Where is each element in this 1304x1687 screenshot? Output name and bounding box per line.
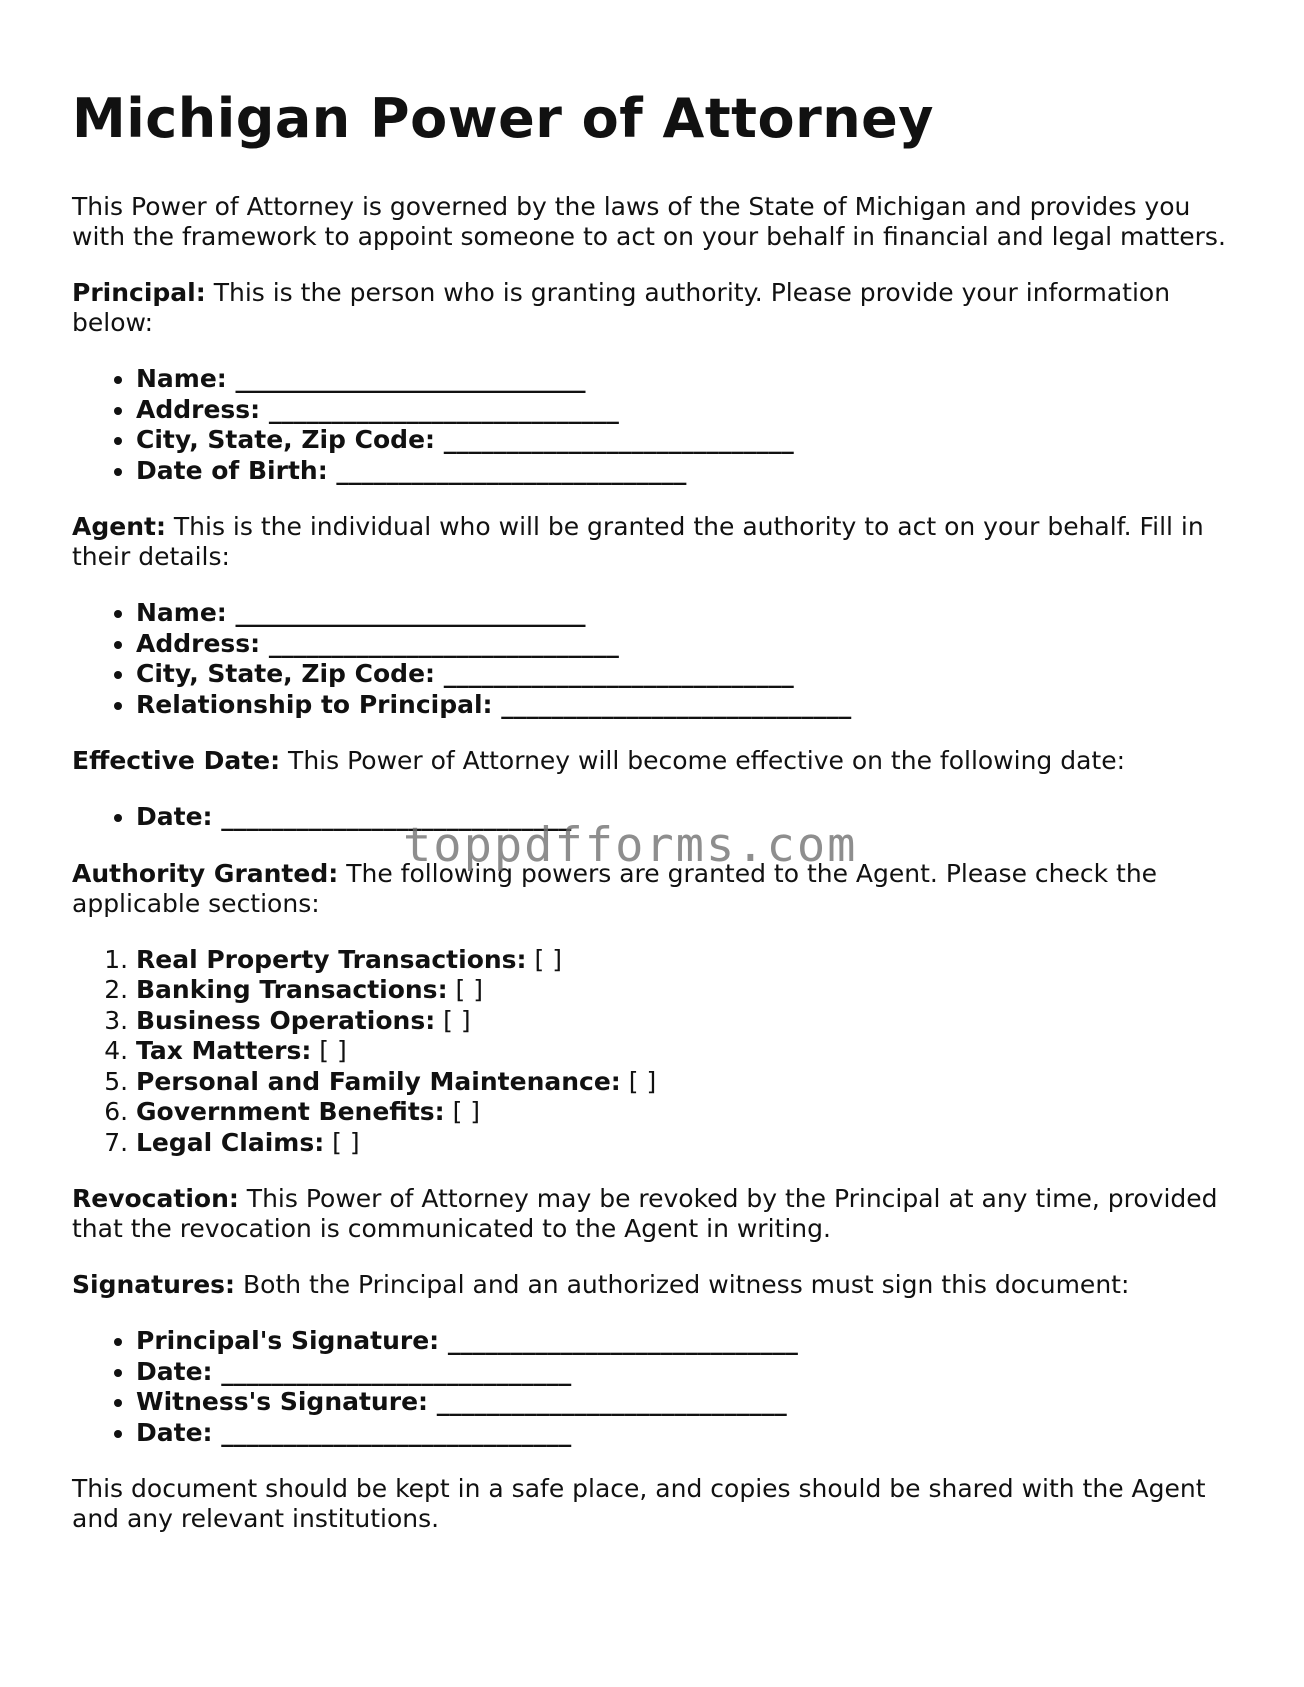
revocation-description: This Power of Attorney may be revoked by the Principal at any time, provided that the revocation is communicated to the Agent in writing. <box>72 1184 1218 1243</box>
authority-item-label: Government Benefits: <box>136 1097 445 1126</box>
agent-description: This is the individual who will be granted the authority to act on your behalf. Fill in their details: <box>72 512 1204 571</box>
agent-name-field[interactable] <box>136 598 1232 629</box>
authority-item-real-property <box>136 945 1232 976</box>
signatures-heading: Signatures: <box>72 1270 236 1299</box>
checkbox[interactable]: [ ] <box>620 1066 657 1096</box>
effective-date-section-intro <box>72 746 1232 776</box>
checkbox[interactable]: [ ] <box>526 944 562 974</box>
principal-address-field[interactable] <box>136 395 1232 426</box>
field-label: Name: <box>136 598 227 627</box>
signatures-section-intro <box>72 1270 1232 1300</box>
agent-section-intro <box>72 512 1232 572</box>
field-blank: ____________________________ <box>226 364 586 393</box>
witness-signature-date-field[interactable] <box>136 1418 1232 1449</box>
authority-description: The following powers are granted to the Agent. Please check the applicable sections: <box>72 858 1158 918</box>
effective-date-description: This Power of Attorney will become effective on the following date: <box>280 746 1126 775</box>
field-label: Date of Birth: <box>136 455 328 485</box>
principal-description: This is the person who is granting authority. Please provide your information below: <box>72 278 1171 337</box>
authority-item-legal-claims <box>136 1128 1232 1159</box>
checkbox[interactable]: [ ] <box>324 1127 360 1157</box>
field-blank: ____________________________ <box>492 689 852 719</box>
effective-date-heading: Effective Date: <box>72 746 281 775</box>
field-blank: ____________________________ <box>212 1417 572 1447</box>
field-label: Name: <box>136 364 227 393</box>
authority-heading: Authority Granted: <box>72 858 339 888</box>
principal-section-intro <box>72 278 1232 338</box>
authority-item-label: Legal Claims: <box>136 1127 325 1157</box>
field-label: City, State, Zip Code: <box>136 659 436 688</box>
authority-item-label: Banking Transactions: <box>136 975 448 1004</box>
field-blank: ____________________________ <box>212 1356 572 1386</box>
field-label: Address: <box>136 628 261 658</box>
principal-heading: Principal: <box>72 278 206 307</box>
authority-item-personal-family <box>136 1067 1232 1098</box>
field-label: Date: <box>136 802 213 831</box>
principal-name-field[interactable] <box>136 364 1232 395</box>
principal-signature-date-field[interactable] <box>136 1357 1232 1388</box>
agent-heading: Agent: <box>72 512 166 541</box>
authority-item-government-benefits <box>136 1097 1232 1128</box>
principal-signature-field[interactable] <box>136 1326 1232 1357</box>
authority-item-label: Business Operations: <box>136 1005 436 1035</box>
field-blank: ____________________________ <box>428 1387 787 1416</box>
field-blank: ____________________________ <box>212 802 572 831</box>
field-label: City, State, Zip Code: <box>136 425 436 454</box>
field-label: Witness's Signature: <box>136 1387 429 1416</box>
authority-item-tax-matters <box>136 1036 1232 1067</box>
field-blank: ____________________________ <box>260 628 619 658</box>
checkbox[interactable]: [ ] <box>435 1005 471 1035</box>
agent-fields-list <box>72 598 1232 720</box>
field-label: Principal's Signature: <box>136 1326 440 1355</box>
field-blank: ____________________________ <box>435 659 794 688</box>
field-blank: ____________________________ <box>439 1326 798 1355</box>
witness-signature-field[interactable] <box>136 1387 1232 1418</box>
agent-city-state-zip-field[interactable] <box>136 659 1232 690</box>
field-blank: ____________________________ <box>327 455 687 485</box>
authority-item-label: Real Property Transactions: <box>136 944 527 974</box>
authority-item-label: Personal and Family Maintenance: <box>136 1066 621 1096</box>
authority-item-banking <box>136 975 1232 1006</box>
intro-paragraph: This Power of Attorney is governed by the laws of the State of Michigan and provides you with the framework to appoint someone to act on your behalf in financial and legal matters. <box>72 192 1226 251</box>
principal-date-of-birth-field[interactable] <box>136 456 1232 487</box>
authority-item-label: Tax Matters: <box>136 1036 312 1065</box>
field-blank: ____________________________ <box>226 598 586 627</box>
authority-item-business-operations <box>136 1006 1232 1037</box>
authority-checklist <box>72 945 1232 1159</box>
closing-paragraph: This document should be kept in a safe place, and copies should be shared with the Agent and any relevant institutions. <box>72 1474 1206 1533</box>
agent-relationship-field[interactable] <box>136 690 1232 721</box>
revocation-paragraph <box>72 1184 1232 1244</box>
signatures-description: Both the Principal and an authorized witness must sign this document: <box>235 1270 1130 1299</box>
revocation-heading: Revocation: <box>72 1184 239 1213</box>
watermark: toppdfforms.com <box>403 818 858 873</box>
field-label: Address: <box>136 394 261 424</box>
checkbox[interactable]: [ ] <box>447 975 483 1004</box>
document-title: Michigan Power of Attorney <box>72 87 934 150</box>
field-label: Date: <box>136 1356 213 1386</box>
field-blank: ____________________________ <box>435 425 794 454</box>
checkbox[interactable]: [ ] <box>444 1097 481 1126</box>
principal-fields-list <box>72 364 1232 486</box>
checkbox[interactable]: [ ] <box>311 1036 347 1065</box>
signatures-fields-list <box>72 1326 1232 1448</box>
field-label: Date: <box>136 1417 213 1447</box>
field-blank: ____________________________ <box>260 394 619 424</box>
principal-city-state-zip-field[interactable] <box>136 425 1232 456</box>
field-label: Relationship to Principal: <box>136 689 493 719</box>
agent-address-field[interactable] <box>136 629 1232 660</box>
